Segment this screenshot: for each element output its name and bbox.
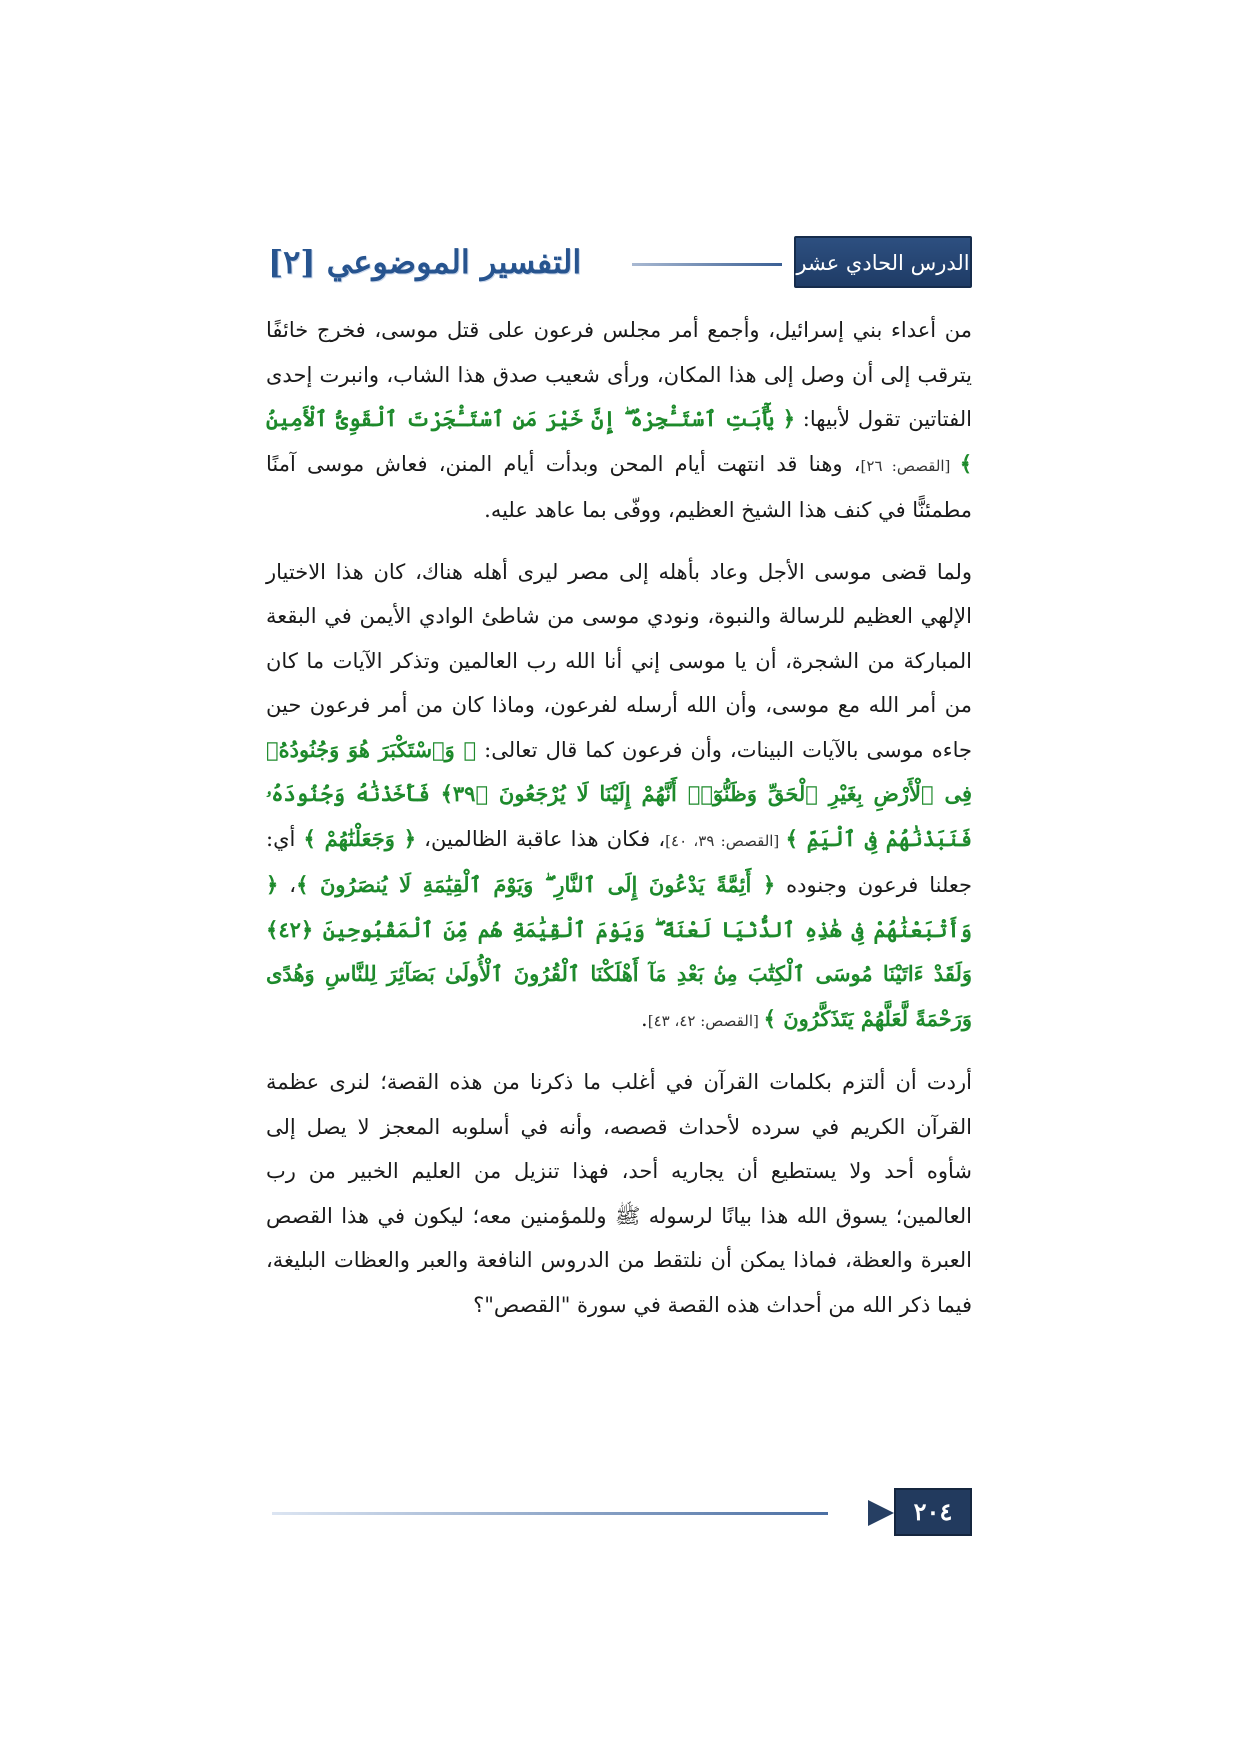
quran-verse: ﴿ أَئِمَّةً يَدْعُونَ إِلَى ٱلنَّارِ ۖ وَيَوْمَ ٱلْقِيَٰمَةِ لَا يُنصَرُونَ ﴾ [296,872,776,897]
series-title: التفسير الموضوعي [٢] [268,243,582,281]
footer-divider [272,1512,828,1515]
page-number: ٢٠٤ [894,1488,972,1536]
paragraph-text: أي: جعلنا فرعون وجنوده [266,826,973,897]
paragraph-text: ، [278,873,297,897]
page-header [268,236,972,292]
paragraph-text: ، فكان هذا عاقبة الظالمين، [416,826,666,851]
page-body [266,308,972,1327]
paragraph-2 [266,550,972,1044]
quran-verse: ﴿ وَجَعَلْنَٰهُمْ ﴾ [303,825,416,851]
paragraph-text: ، وهنا قد انتهت أيام المحن وبدأت أيام المنن، فعاش موسى آمنًا مطمئنًّا في كنف هذا الشيخ العظيم، ووفّى بما عاهد عليه. [266,451,972,522]
paragraph-text: ولما قضى موسى الأجل وعاد بأهله إلى مصر ليرى أهله هناك، كان هذا الاختيار الإلهي العظيم للرسالة والنبوة، ونودي موسى من شاطئ الوادي الأيمن في البقعة المباركة من الشجرة، أن يا موسى إني أنا الله رب العالمين وتذكر الآيات ما كان من أمر الله مع موسى، وأن الله أرسله لفرعون، وماذا كان من أمر فرعون حين جاءه موسى بالآيات البينات، وأن فرعون كما قال تعالى: [266,559,973,762]
quran-verse: ﴿ وَأَتْبَعْنَٰهُمْ فِى هَٰذِهِ ٱلدُّنْيَا لَعْنَةً ۖ وَيَوْمَ ٱلْقِيَٰمَةِ هُم مِّنَ ٱلْمَقْبُوحِينَ ﴿٤٢﴾ وَلَقَدْ ءَاتَيْنَا مُوسَى ٱلْكِتَٰبَ مِنۢ بَعْدِ مَآ أَهْلَكْنَا ٱلْقُرُونَ ٱلْأُولَىٰ بَصَآئِرَ لِلنَّاسِ وَهُدًى وَرَحْمَةً لَّعَلَّهُمْ يَتَذَكَّرُونَ ﴾ [266,872,972,1031]
paragraph-1 [266,308,972,533]
footer-arrow-icon [868,1500,894,1526]
verse-reference: [القصص: ٤٢، ٤٣] [647,1011,764,1030]
lesson-label: الدرس الحادي عشر [794,236,972,288]
quran-verse: ﴿ يَٰٓأَبَتِ ٱسْتَـْٔجِرْهُ ۖ إِنَّ خَيْرَ مَنِ ٱسْتَـْٔجَرْتَ ٱلْقَوِىُّ ٱلْأَمِينُ ﴾ [266,406,972,476]
page-footer [272,1488,972,1538]
quran-verse: ﴿ وَٱسْتَكْبَرَ هُوَ وَجُنُودُهُۥ فِى ٱلْأَرْضِ بِغَيْرِ ٱلْحَقِّ وَظَنُّوٓا۟ أَنَّهُمْ إِلَيْنَا لَا يُرْجَعُونَ ﴿٣٩﴾ فَأَخَذْنَٰهُ وَجُنُودَهُۥ فَنَبَذْنَٰهُمْ فِى ٱلْيَمِّ ﴾ [266,736,973,851]
verse-reference: [القصص: ٣٩، ٤٠] [665,831,786,850]
paragraph-text: . [641,1006,648,1031]
paragraph-3: أردت أن ألتزم بكلمات القرآن في أغلب ما ذكرنا من هذه القصة؛ لنرى عظمة القرآن الكريم في سرده لأحداث قصصه، وأنه في أسلوبه المعجز لا يصل إلى شأوه أحد ولا يستطيع أن يجاريه أحد، فهذا تنزيل من العليم الخبير من رب العالمين؛ يسوق الله هذا بيانًا لرسوله ﷺ وللمؤمنين معه؛ ليكون في هذا القصص العبرة والعظة، فماذا يمكن أن نلتقط من الدروس النافعة والعبر والعظات البليغة، فيما ذكر الله من أحداث هذه القصة في سورة "القصص"؟ [266,1070,972,1317]
verse-reference: [القصص: ٢٦] [860,456,960,475]
header-divider [632,263,782,266]
paragraph-text: من أعداء بني إسرائيل، وأجمع أمر مجلس فرعون على قتل موسى، فخرج خائفًا يترقب إلى أن وصل إلى هذا المكان، ورأى شعيب صدق هذا الشاب، وانبرت إحدى الفتاتين تقول لأبيها: [266,318,972,431]
